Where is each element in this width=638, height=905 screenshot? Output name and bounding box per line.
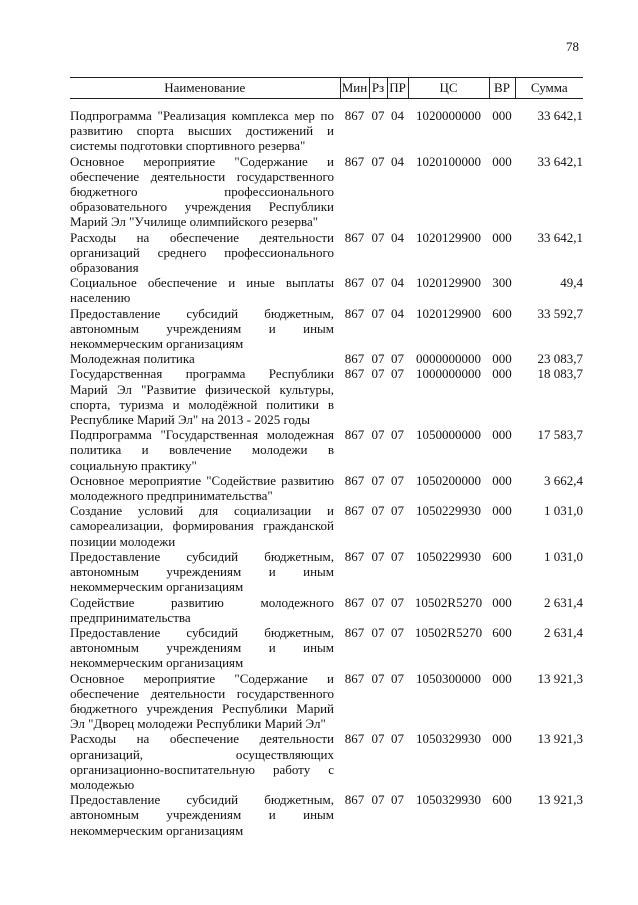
cell-rz: 07	[371, 731, 385, 747]
cell-rz: 07	[371, 366, 385, 382]
cell-rz: 07	[371, 472, 385, 488]
cell-name: Молодежная политика	[70, 351, 195, 367]
cell-sum: 33 592,7	[537, 305, 583, 321]
cell-min: 867	[344, 108, 365, 123]
cell-name: Расходы на обеспечение деятельности организаций, осуществляющих организационно-воспитательную работу с молодежью	[70, 731, 334, 792]
table-row	[70, 351, 583, 366]
cell-name: Предоставление субсидий бюджетным, автономным учреждениям и иным некоммерческим организациям	[70, 792, 334, 838]
cell-cs: 1050200000	[416, 472, 481, 488]
cell-vr: 600	[492, 792, 512, 808]
header-min: Мин	[340, 78, 369, 99]
cell-pr: 04	[391, 153, 404, 169]
cell-pr: 07	[391, 503, 404, 519]
cell-vr: 000	[492, 351, 512, 367]
cell-min: 867	[344, 548, 365, 564]
cell-name: Основное мероприятие "Содержание и обеспечение деятельности государственного бюджетного учреждения Республики Марий Эл "Дворец молодежи Республики Марий Эл"	[70, 670, 334, 732]
cell-pr: 04	[391, 229, 404, 245]
cell-name: Государственная программа Республики Марий Эл "Развитие физической культуры, спорта, туризма и молодёжной политики в Республике Марий Эл" на 2013 - 2025 годы	[70, 366, 334, 428]
cell-pr: 04	[391, 108, 404, 123]
budget-table	[70, 77, 583, 838]
cell-vr: 000	[492, 503, 512, 519]
cell-sum: 2 631,4	[544, 594, 583, 610]
table-row	[70, 503, 583, 549]
cell-vr: 000	[492, 594, 512, 610]
cell-pr: 07	[391, 351, 404, 367]
cell-vr: 000	[492, 366, 512, 382]
cell-cs: 1050229930	[416, 503, 481, 519]
cell-cs: 10502R5270	[414, 624, 483, 640]
cell-sum: 13 921,3	[537, 670, 583, 686]
cell-name: Подпрограмма "Государственная молодежная политика и вовлечение молодежи в социальную практику"	[70, 427, 334, 473]
table-row	[70, 99, 583, 154]
cell-sum: 49,4	[560, 275, 583, 291]
cell-name: Расходы на обеспечение деятельности организаций среднего профессионального образования	[70, 229, 334, 276]
table-row	[70, 366, 583, 427]
cell-rz: 07	[371, 351, 385, 367]
cell-name: Предоставление субсидий бюджетным, автономным учреждениям и иным некоммерческим организациям	[70, 305, 334, 352]
cell-rz: 07	[371, 108, 385, 123]
table-row	[70, 427, 583, 473]
cell-vr: 000	[492, 229, 512, 245]
cell-pr: 07	[391, 366, 404, 382]
cell-rz: 07	[371, 548, 385, 564]
cell-vr: 600	[492, 548, 512, 564]
cell-min: 867	[344, 670, 365, 686]
cell-name: Создание условий для социализации и самореализации, формирования гражданской позиции молодежи	[70, 503, 334, 549]
cell-rz: 07	[371, 624, 385, 640]
cell-cs: 1050229930	[416, 548, 481, 564]
table-row	[70, 306, 583, 352]
cell-name: Предоставление субсидий бюджетным, автономным учреждениям и иным некоммерческим организациям	[70, 548, 334, 595]
cell-pr: 04	[391, 305, 404, 321]
cell-min: 867	[344, 366, 365, 382]
cell-name: Социальное обеспечение и иные выплаты населению	[70, 275, 334, 306]
cell-min: 867	[344, 153, 365, 169]
cell-vr: 300	[492, 275, 512, 291]
table-header-row	[70, 78, 583, 99]
cell-rz: 07	[371, 153, 385, 169]
cell-pr: 07	[391, 594, 404, 610]
cell-vr: 600	[492, 624, 512, 640]
table-row	[70, 731, 583, 792]
table-row	[70, 595, 583, 625]
table-row	[70, 671, 583, 732]
cell-min: 867	[344, 275, 365, 291]
header-pr: ПР	[387, 78, 408, 99]
cell-pr: 07	[391, 548, 404, 564]
cell-cs: 1050329930	[416, 731, 481, 747]
table-row	[70, 625, 583, 671]
cell-sum: 18 083,7	[537, 366, 583, 382]
cell-min: 867	[344, 503, 365, 519]
table-row	[70, 549, 583, 595]
cell-rz: 07	[371, 670, 385, 686]
cell-sum: 2 631,4	[544, 624, 583, 640]
cell-min: 867	[344, 229, 365, 245]
cell-vr: 000	[492, 108, 512, 123]
cell-cs: 1020129900	[416, 229, 481, 245]
cell-vr: 000	[492, 427, 512, 443]
cell-sum: 33 642,1	[537, 229, 583, 245]
page-number: 78	[566, 39, 579, 54]
table-row	[70, 473, 583, 503]
cell-min: 867	[344, 472, 365, 488]
cell-sum: 13 921,3	[537, 792, 583, 808]
cell-cs: 1020100000	[416, 153, 481, 169]
cell-vr: 000	[492, 472, 512, 488]
cell-cs: 1020000000	[416, 108, 481, 123]
cell-min: 867	[344, 792, 365, 808]
cell-min: 867	[344, 594, 365, 610]
cell-cs: 1000000000	[416, 366, 481, 382]
cell-sum: 3 662,4	[544, 472, 583, 488]
cell-pr: 07	[391, 731, 404, 747]
cell-sum: 1 031,0	[544, 548, 583, 564]
table-row	[70, 792, 583, 838]
cell-name: Содействие развитию молодежного предпринимательства	[70, 594, 334, 625]
cell-sum: 23 083,7	[537, 351, 583, 367]
cell-sum: 1 031,0	[544, 503, 583, 519]
header-name: Наименование	[70, 78, 340, 99]
header-vr: ВР	[489, 78, 515, 99]
cell-vr: 000	[492, 731, 512, 747]
cell-pr: 07	[391, 792, 404, 808]
cell-pr: 04	[391, 275, 404, 291]
table-row	[70, 230, 583, 276]
table-row	[70, 275, 583, 305]
cell-sum: 33 642,1	[537, 108, 583, 123]
cell-vr: 000	[492, 153, 512, 169]
cell-vr: 600	[492, 305, 512, 321]
cell-name: Основное мероприятие "Содействие развитию молодежного предпринимательства"	[70, 472, 334, 504]
cell-name: Подпрограмма "Реализация комплекса мер по развитию спорта высших достижений и системы подготовки спортивного резерва"	[70, 108, 334, 154]
cell-cs: 1050000000	[416, 427, 481, 443]
cell-vr: 000	[492, 670, 512, 686]
cell-rz: 07	[371, 792, 385, 808]
cell-pr: 07	[391, 472, 404, 488]
header-rz: Рз	[369, 78, 387, 99]
cell-pr: 07	[391, 670, 404, 686]
header-cs: ЦС	[408, 78, 489, 99]
cell-min: 867	[344, 731, 365, 747]
cell-cs: 0000000000	[416, 351, 481, 367]
cell-cs: 1050329930	[416, 792, 481, 808]
cell-rz: 07	[371, 229, 385, 245]
cell-name: Основное мероприятие "Содержание и обеспечение деятельности государственного бюджетного профессионального образовательного учреждения Республики Марий Эл "Училище олимпийского резерва"	[70, 153, 334, 230]
cell-sum: 13 921,3	[537, 731, 583, 747]
cell-min: 867	[344, 624, 365, 640]
cell-cs: 1020129900	[416, 275, 481, 291]
cell-rz: 07	[371, 427, 385, 443]
cell-sum: 33 642,1	[537, 153, 583, 169]
cell-min: 867	[344, 351, 365, 367]
cell-min: 867	[344, 305, 365, 321]
cell-rz: 07	[371, 503, 385, 519]
cell-pr: 07	[391, 427, 404, 443]
cell-sum: 17 583,7	[537, 427, 583, 443]
header-sum: Сумма	[515, 78, 583, 99]
cell-cs: 1050300000	[416, 670, 481, 686]
cell-rz: 07	[371, 275, 385, 291]
cell-rz: 07	[371, 594, 385, 610]
cell-min: 867	[344, 427, 365, 443]
table-row	[70, 154, 583, 230]
cell-cs: 10502R5270	[414, 594, 483, 610]
cell-name: Предоставление субсидий бюджетным, автономным учреждениям и иным некоммерческим организациям	[70, 624, 334, 671]
cell-pr: 07	[391, 624, 404, 640]
cell-cs: 1020129900	[416, 305, 481, 321]
cell-rz: 07	[371, 305, 385, 321]
